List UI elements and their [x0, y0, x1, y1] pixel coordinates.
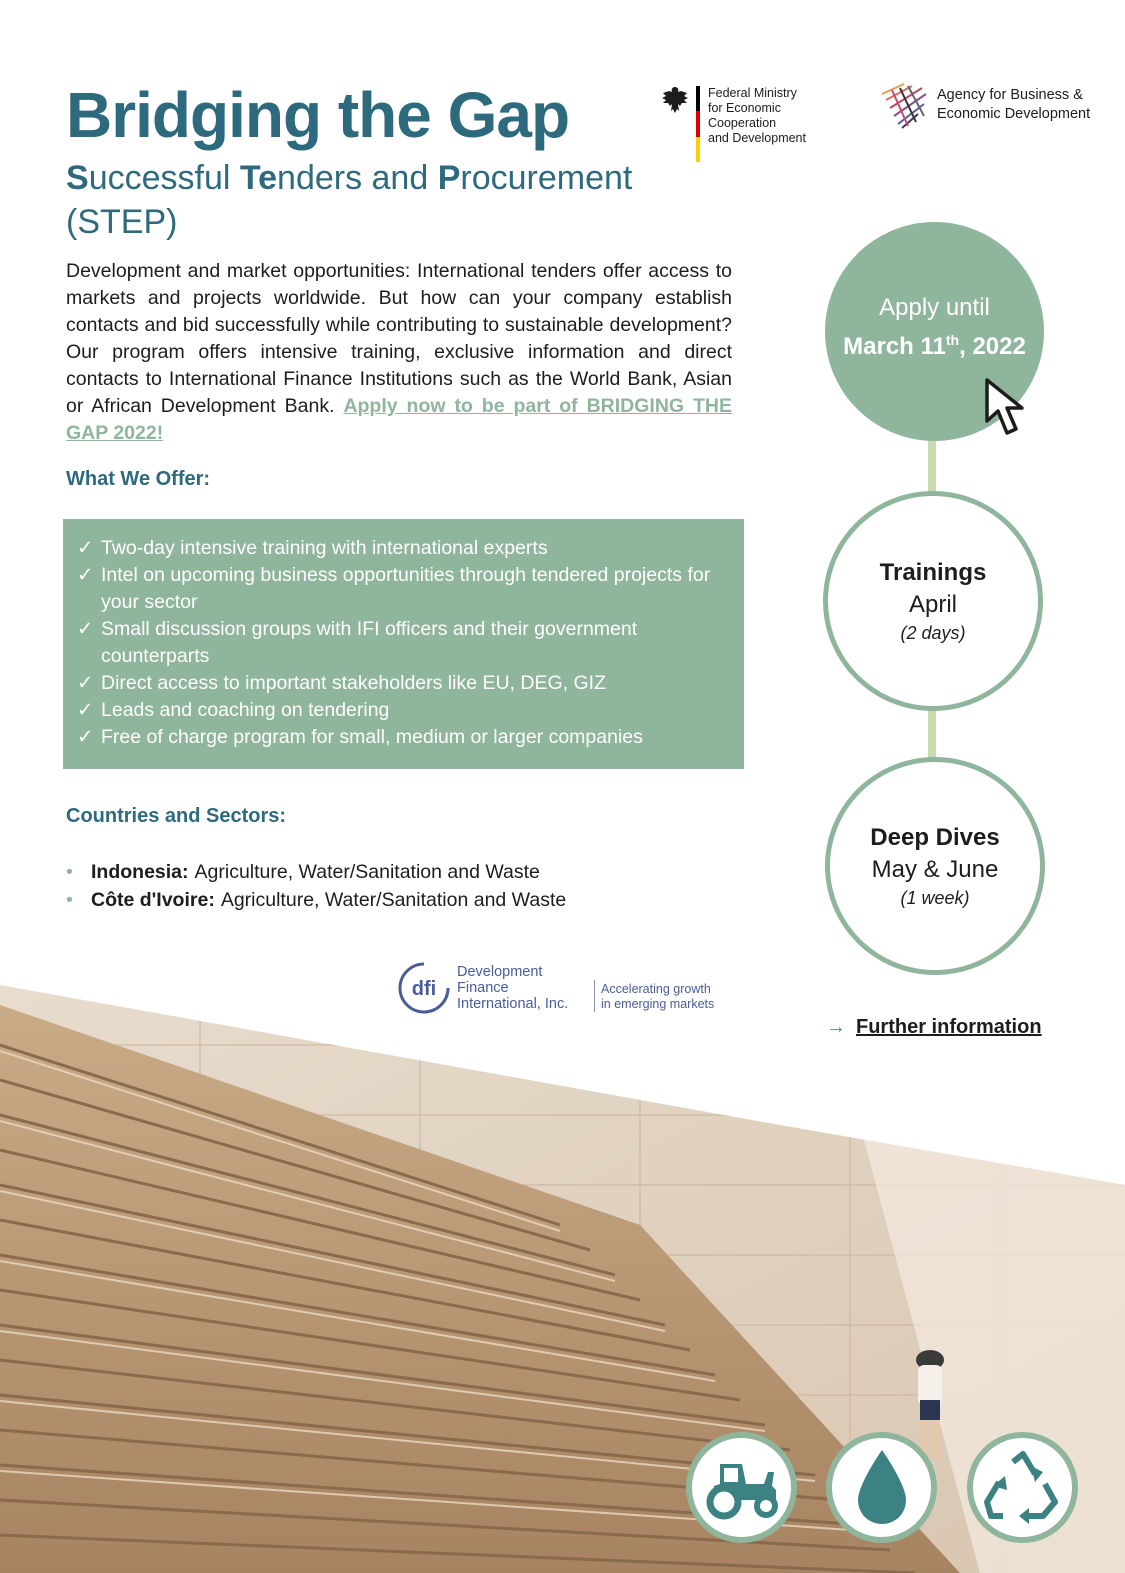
list-item: ✓ Leads and coaching on tendering: [77, 697, 730, 724]
list-item: • Côte d'Ivoire: Agriculture, Water/Sanitation and Waste: [66, 886, 566, 914]
water-badge: [826, 1432, 937, 1543]
trainings-circle: Trainings April (2 days): [823, 491, 1043, 711]
page-subtitle: Successful Tenders and Procurement (STEP): [66, 159, 633, 241]
check-icon: ✓: [77, 699, 94, 721]
bmz-logo: [660, 84, 850, 164]
page-title: Bridging the Gap: [66, 79, 570, 151]
check-icon: ✓: [77, 726, 94, 748]
bullet-icon: •: [66, 889, 73, 911]
dfi-tagline: Accelerating growth in emerging markets: [601, 982, 715, 1011]
recycle-icon: [983, 1450, 1063, 1526]
list-item: ✓ Free of charge program for small, medium or larger companies: [77, 724, 730, 751]
list-item: • Indonesia: Agriculture, Water/Sanitation and Waste: [66, 858, 566, 886]
cursor-arrow-icon: [982, 377, 1040, 439]
bmz-name: Federal Ministry for Economic Cooperation and Development: [708, 86, 806, 145]
list-item: ✓ Small discussion groups with IFI officers and their government counterparts: [77, 616, 730, 670]
bullet-icon: •: [66, 861, 73, 883]
list-item: ✓ Two-day intensive training with international experts: [77, 535, 730, 562]
svg-text:dfi: dfi: [411, 978, 437, 1000]
list-item: ✓ Intel on upcoming business opportunities through tendered projects for your sector: [77, 562, 730, 616]
apply-now-link[interactable]: Apply now to be part of BRIDGING THE GAP 2022!: [66, 395, 732, 444]
countries-list: [66, 858, 566, 914]
agency-name: Agency for Business & Economic Development: [937, 87, 1091, 122]
apply-deadline-circle[interactable]: Apply until March 11th, 2022: [825, 222, 1044, 441]
check-icon: ✓: [77, 618, 94, 640]
check-icon: ✓: [77, 564, 94, 586]
offer-box: [63, 519, 744, 769]
dfi-name: Development Finance International, Inc.: [457, 964, 569, 1012]
further-information-link[interactable]: → Further information: [826, 1016, 1042, 1038]
check-icon: ✓: [77, 672, 94, 694]
offer-heading: What We Offer:: [66, 468, 211, 490]
waste-badge: [967, 1432, 1078, 1543]
agency-logo: [878, 80, 1108, 130]
federal-eagle-icon: [660, 84, 690, 116]
countries-heading: Countries and Sectors:: [66, 805, 287, 827]
deep-dives-circle: Deep Dives May & June (1 week): [825, 757, 1045, 975]
tractor-icon: [702, 1456, 782, 1520]
agency-mark-icon: [878, 80, 930, 132]
arrow-right-icon: →: [826, 1016, 846, 1038]
agriculture-badge: [686, 1432, 797, 1543]
water-drop-icon: [852, 1448, 912, 1528]
check-icon: ✓: [77, 537, 94, 559]
staircase-photo: [0, 985, 1125, 1573]
intro-paragraph: Development and market opportunities: International tenders offer access to markets and projects worldwide. But how can your company establish contacts and bid successfully while contributing to sustainable development? Our program offers intensive training, exclusive information and direct contacts to International Finance Institutions such as the World Bank, Asian or African Development Bank. Apply now to be part of BRIDGING THE GAP 2022!: [66, 260, 732, 444]
subtitle-acronym: (STEP): [66, 203, 178, 241]
list-item: ✓ Direct access to important stakeholders like EU, DEG, GIZ: [77, 670, 730, 697]
german-flag-bar: [696, 86, 700, 162]
